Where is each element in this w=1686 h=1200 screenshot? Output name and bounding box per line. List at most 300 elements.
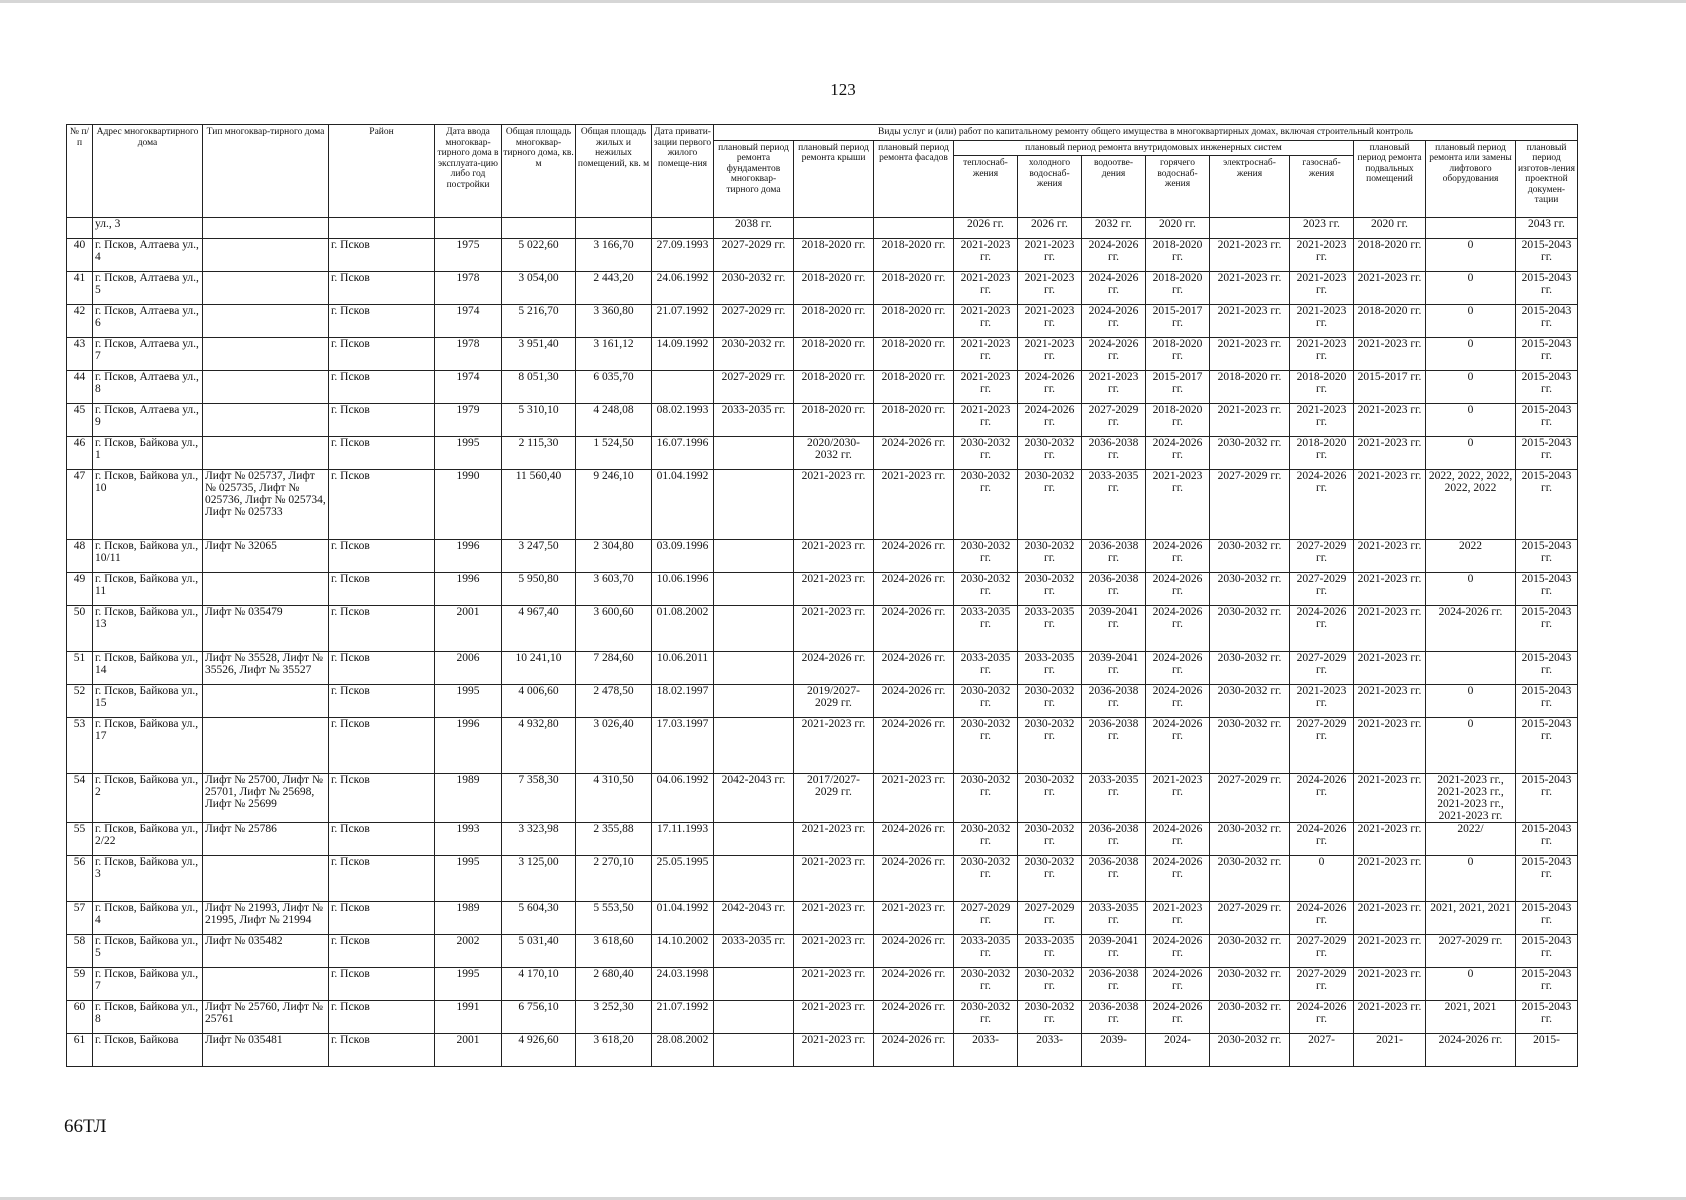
- heating-cell: 2030-2032 гг.: [954, 856, 1018, 902]
- elevator-cell: 2021-2023 гг., 2021-2023 гг., 2021-2023 гг., 2021-2023 гг.: [1426, 774, 1516, 823]
- address-cell: г. Псков, Байкова ул., 4: [93, 902, 203, 935]
- roof-cell: 2018-2020 гг.: [794, 404, 874, 437]
- year-cell: 1993: [435, 823, 502, 856]
- electric-cell: 2030-2032 гг.: [1210, 718, 1290, 774]
- hot-water-cell: 2024-2026 гг.: [1146, 573, 1210, 606]
- basement-cell: 2021-2023 гг.: [1354, 272, 1426, 305]
- design-docs-cell: 2015-2043 гг.: [1516, 968, 1578, 1001]
- table-row: [67, 218, 1578, 239]
- elevator-type-cell: [203, 239, 329, 272]
- district-cell: г. Псков: [329, 1001, 435, 1034]
- hot-water-cell: 2021-2023 гг.: [1146, 902, 1210, 935]
- cold-water-cell: 2024-2026 гг.: [1018, 404, 1082, 437]
- total-area-cell: 8 051,30: [502, 371, 576, 404]
- design-docs-cell: 2015-2043 гг.: [1516, 718, 1578, 774]
- basement-cell: 2021-2023 гг.: [1354, 437, 1426, 470]
- foundation-cell: [714, 968, 794, 1001]
- heating-cell: 2033-2035 гг.: [954, 935, 1018, 968]
- roof-cell: 2017/2027-2029 гг.: [794, 774, 874, 823]
- elevator-type-cell: [203, 404, 329, 437]
- design-docs-cell: 2015-2043 гг.: [1516, 437, 1578, 470]
- privatization-cell: 01.04.1992: [652, 902, 714, 935]
- design-docs-cell: 2043 гг.: [1516, 218, 1578, 239]
- facade-cell: 2024-2026 гг.: [874, 856, 954, 902]
- privatization-cell: 21.07.1992: [652, 305, 714, 338]
- header-district: Район: [329, 125, 435, 218]
- cold-water-cell: 2030-2032 гг.: [1018, 573, 1082, 606]
- hot-water-cell: 2018-2020 гг.: [1146, 239, 1210, 272]
- header-cold-water: холодного водоснаб-жения: [1018, 156, 1082, 218]
- capital-repair-table-wrap: [66, 124, 1578, 1067]
- gas-cell: 2018-2020 гг.: [1290, 371, 1354, 404]
- electric-cell: 2030-2032 гг.: [1210, 935, 1290, 968]
- cold-water-cell: 2033-2035 гг.: [1018, 652, 1082, 685]
- cold-water-cell: 2024-2026 гг.: [1018, 371, 1082, 404]
- heating-cell: 2021-2023 гг.: [954, 305, 1018, 338]
- roof-cell: 2018-2020 гг.: [794, 371, 874, 404]
- electric-cell: 2021-2023 гг.: [1210, 404, 1290, 437]
- design-docs-cell: 2015-2043 гг.: [1516, 305, 1578, 338]
- header-type: Тип многоквар-тирного дома: [203, 125, 329, 218]
- elevator-cell: 2021, 2021, 2021: [1426, 902, 1516, 935]
- total-area-cell: 5 031,40: [502, 935, 576, 968]
- elevator-cell: 2022: [1426, 540, 1516, 573]
- facade-cell: 2024-2026 гг.: [874, 935, 954, 968]
- year-cell: 1974: [435, 371, 502, 404]
- facade-cell: 2024-2026 гг.: [874, 1001, 954, 1034]
- foundation-cell: 2030-2032 гг.: [714, 338, 794, 371]
- elevator-type-cell: [203, 338, 329, 371]
- table-row: [67, 935, 1578, 968]
- privatization-cell: 04.06.1992: [652, 774, 714, 823]
- basement-cell: 2021-2023 гг.: [1354, 856, 1426, 902]
- table-row: [67, 338, 1578, 371]
- gas-cell: 0: [1290, 856, 1354, 902]
- cold-water-cell: 2030-2032 гг.: [1018, 968, 1082, 1001]
- heating-cell: 2021-2023 гг.: [954, 239, 1018, 272]
- elevator-type-cell: Лифт № 25786: [203, 823, 329, 856]
- electric-cell: 2030-2032 гг.: [1210, 573, 1290, 606]
- facade-cell: 2018-2020 гг.: [874, 305, 954, 338]
- row-number: 50: [67, 606, 93, 652]
- drainage-cell: 2036-2038 гг.: [1082, 540, 1146, 573]
- address-cell: г. Псков, Алтаева ул., 5: [93, 272, 203, 305]
- foundation-cell: [714, 606, 794, 652]
- facade-cell: 2024-2026 гг.: [874, 823, 954, 856]
- drainage-cell: 2039-2041 гг.: [1082, 935, 1146, 968]
- cold-water-cell: 2030-2032 гг.: [1018, 685, 1082, 718]
- total-area-cell: 3 247,50: [502, 540, 576, 573]
- district-cell: г. Псков: [329, 823, 435, 856]
- roof-cell: 2021-2023 гг.: [794, 856, 874, 902]
- basement-cell: 2018-2020 гг.: [1354, 239, 1426, 272]
- privatization-cell: 01.08.2002: [652, 606, 714, 652]
- basement-cell: 2021-2023 гг.: [1354, 1001, 1426, 1034]
- living-area-cell: 6 035,70: [576, 371, 652, 404]
- facade-cell: 2021-2023 гг.: [874, 470, 954, 540]
- elevator-cell: 0: [1426, 404, 1516, 437]
- hot-water-cell: 2015-2017 гг.: [1146, 305, 1210, 338]
- elevator-cell: 0: [1426, 856, 1516, 902]
- table-row: [67, 272, 1578, 305]
- drainage-cell: 2033-2035 гг.: [1082, 774, 1146, 823]
- basement-cell: 2021-2023 гг.: [1354, 404, 1426, 437]
- design-docs-cell: 2015-2043 гг.: [1516, 338, 1578, 371]
- hot-water-cell: 2018-2020 гг.: [1146, 272, 1210, 305]
- table-row: [67, 902, 1578, 935]
- address-cell: г. Псков, Байкова ул., 14: [93, 652, 203, 685]
- district-cell: г. Псков: [329, 305, 435, 338]
- drainage-cell: 2033-2035 гг.: [1082, 470, 1146, 540]
- header-total-area: Общая площадь многоквар-тирного дома, кв. м: [502, 125, 576, 218]
- design-docs-cell: 2015-2043 гг.: [1516, 774, 1578, 823]
- elevator-type-cell: Лифт № 35528, Лифт № 35526, Лифт № 35527: [203, 652, 329, 685]
- foundation-cell: 2033-2035 гг.: [714, 935, 794, 968]
- gas-cell: 2021-2023 гг.: [1290, 305, 1354, 338]
- facade-cell: 2024-2026 гг.: [874, 1034, 954, 1067]
- privatization-cell: 14.10.2002: [652, 935, 714, 968]
- facade-cell: 2024-2026 гг.: [874, 437, 954, 470]
- facade-cell: [874, 218, 954, 239]
- facade-cell: 2024-2026 гг.: [874, 652, 954, 685]
- elevator-cell: 2027-2029 гг.: [1426, 935, 1516, 968]
- elevator-cell: 0: [1426, 573, 1516, 606]
- basement-cell: 2021-2023 гг.: [1354, 774, 1426, 823]
- year-cell: 2001: [435, 1034, 502, 1067]
- design-docs-cell: 2015-2043 гг.: [1516, 371, 1578, 404]
- total-area-cell: 3 054,00: [502, 272, 576, 305]
- elevator-cell: [1426, 652, 1516, 685]
- address-cell: г. Псков, Алтаева ул., 8: [93, 371, 203, 404]
- heating-cell: 2021-2023 гг.: [954, 272, 1018, 305]
- elevator-cell: 0: [1426, 685, 1516, 718]
- district-cell: г. Псков: [329, 856, 435, 902]
- table-row: [67, 371, 1578, 404]
- drainage-cell: 2024-2026 гг.: [1082, 338, 1146, 371]
- living-area-cell: 3 603,70: [576, 573, 652, 606]
- roof-cell: [794, 218, 874, 239]
- heating-cell: 2030-2032 гг.: [954, 470, 1018, 540]
- table-row: [67, 1034, 1578, 1067]
- roof-cell: 2021-2023 гг.: [794, 470, 874, 540]
- roof-cell: 2021-2023 гг.: [794, 573, 874, 606]
- design-docs-cell: 2015-2043 гг.: [1516, 404, 1578, 437]
- hot-water-cell: 2018-2020 гг.: [1146, 404, 1210, 437]
- year-cell: 2001: [435, 606, 502, 652]
- total-area-cell: 4 932,80: [502, 718, 576, 774]
- total-area-cell: [502, 218, 576, 239]
- total-area-cell: 5 310,10: [502, 404, 576, 437]
- elevator-type-cell: Лифт № 32065: [203, 540, 329, 573]
- elevator-cell: [1426, 218, 1516, 239]
- district-cell: г. Псков: [329, 718, 435, 774]
- row-number: 59: [67, 968, 93, 1001]
- living-area-cell: 3 360,80: [576, 305, 652, 338]
- header-num: № п/п: [67, 125, 93, 218]
- roof-cell: 2021-2023 гг.: [794, 823, 874, 856]
- gas-cell: 2024-2026 гг.: [1290, 606, 1354, 652]
- drainage-cell: 2032 гг.: [1082, 218, 1146, 239]
- hot-water-cell: 2024-2026 гг.: [1146, 935, 1210, 968]
- cold-water-cell: 2030-2032 гг.: [1018, 470, 1082, 540]
- year-cell: 1989: [435, 902, 502, 935]
- basement-cell: 2021-2023 гг.: [1354, 902, 1426, 935]
- privatization-cell: 01.04.1992: [652, 470, 714, 540]
- address-cell: г. Псков, Байкова ул., 2: [93, 774, 203, 823]
- electric-cell: 2027-2029 гг.: [1210, 902, 1290, 935]
- address-cell: г. Псков, Алтаева ул., 6: [93, 305, 203, 338]
- living-area-cell: 4 248,08: [576, 404, 652, 437]
- electric-cell: 2030-2032 гг.: [1210, 540, 1290, 573]
- heating-cell: 2026 гг.: [954, 218, 1018, 239]
- total-area-cell: 3 125,00: [502, 856, 576, 902]
- roof-cell: 2018-2020 гг.: [794, 272, 874, 305]
- header-works-group: Виды услуг и (или) работ по капитальному ремонту общего имущества в многоквартирных домах, включая строительный контроль: [714, 125, 1578, 141]
- privatization-cell: 28.08.2002: [652, 1034, 714, 1067]
- elevator-cell: 0: [1426, 338, 1516, 371]
- living-area-cell: 5 553,50: [576, 902, 652, 935]
- cold-water-cell: 2021-2023 гг.: [1018, 338, 1082, 371]
- electric-cell: 2030-2032 гг.: [1210, 437, 1290, 470]
- district-cell: г. Псков: [329, 573, 435, 606]
- footer-code: 66ТЛ: [64, 1116, 107, 1137]
- header-foundation: плановый период ремонта фундаментов многоквар-тирного дома: [714, 140, 794, 218]
- gas-cell: 2021-2023 гг.: [1290, 404, 1354, 437]
- roof-cell: 2021-2023 гг.: [794, 606, 874, 652]
- foundation-cell: [714, 540, 794, 573]
- basement-cell: 2021-: [1354, 1034, 1426, 1067]
- header-systems-group: плановый период ремонта внутридомовых инженерных систем: [954, 140, 1354, 156]
- address-cell: г. Псков, Байкова ул., 3: [93, 856, 203, 902]
- gas-cell: 2021-2023 гг.: [1290, 338, 1354, 371]
- hot-water-cell: 2020 гг.: [1146, 218, 1210, 239]
- row-number: 51: [67, 652, 93, 685]
- row-number: 52: [67, 685, 93, 718]
- row-number: [67, 218, 93, 239]
- total-area-cell: 10 241,10: [502, 652, 576, 685]
- drainage-cell: 2024-2026 гг.: [1082, 239, 1146, 272]
- design-docs-cell: 2015-2043 гг.: [1516, 239, 1578, 272]
- district-cell: г. Псков: [329, 371, 435, 404]
- electric-cell: 2027-2029 гг.: [1210, 774, 1290, 823]
- basement-cell: 2021-2023 гг.: [1354, 338, 1426, 371]
- row-number: 43: [67, 338, 93, 371]
- hot-water-cell: 2024-2026 гг.: [1146, 652, 1210, 685]
- elevator-type-cell: Лифт № 21993, Лифт № 21995, Лифт № 21994: [203, 902, 329, 935]
- table-row: [67, 774, 1578, 823]
- foundation-cell: [714, 685, 794, 718]
- elevator-type-cell: [203, 573, 329, 606]
- basement-cell: 2021-2023 гг.: [1354, 573, 1426, 606]
- drainage-cell: 2039-2041 гг.: [1082, 652, 1146, 685]
- row-number: 41: [67, 272, 93, 305]
- drainage-cell: 2036-2038 гг.: [1082, 856, 1146, 902]
- cold-water-cell: 2030-2032 гг.: [1018, 437, 1082, 470]
- header-basement: плановый период ремонта подвальных помещений: [1354, 140, 1426, 218]
- design-docs-cell: 2015-2043 гг.: [1516, 902, 1578, 935]
- gas-cell: 2024-2026 гг.: [1290, 823, 1354, 856]
- gas-cell: 2027-2029 гг.: [1290, 540, 1354, 573]
- row-number: 54: [67, 774, 93, 823]
- address-cell: г. Псков, Алтаева ул., 7: [93, 338, 203, 371]
- electric-cell: [1210, 218, 1290, 239]
- total-area-cell: 3 323,98: [502, 823, 576, 856]
- basement-cell: 2021-2023 гг.: [1354, 718, 1426, 774]
- address-cell: г. Псков, Алтаева ул., 9: [93, 404, 203, 437]
- year-cell: 1996: [435, 573, 502, 606]
- drainage-cell: 2027-2029 гг.: [1082, 404, 1146, 437]
- privatization-cell: 25.05.1995: [652, 856, 714, 902]
- cold-water-cell: 2030-2032 гг.: [1018, 1001, 1082, 1034]
- district-cell: г. Псков: [329, 968, 435, 1001]
- gas-cell: 2024-2026 гг.: [1290, 774, 1354, 823]
- living-area-cell: 3 026,40: [576, 718, 652, 774]
- table-row: [67, 968, 1578, 1001]
- foundation-cell: [714, 1001, 794, 1034]
- drainage-cell: 2036-2038 гг.: [1082, 968, 1146, 1001]
- district-cell: г. Псков: [329, 437, 435, 470]
- hot-water-cell: 2015-2017 гг.: [1146, 371, 1210, 404]
- hot-water-cell: 2024-2026 гг.: [1146, 606, 1210, 652]
- total-area-cell: 4 006,60: [502, 685, 576, 718]
- roof-cell: 2021-2023 гг.: [794, 1034, 874, 1067]
- design-docs-cell: 2015-2043 гг.: [1516, 272, 1578, 305]
- heating-cell: 2033-2035 гг.: [954, 652, 1018, 685]
- heating-cell: 2030-2032 гг.: [954, 573, 1018, 606]
- roof-cell: 2021-2023 гг.: [794, 1001, 874, 1034]
- foundation-cell: [714, 718, 794, 774]
- living-area-cell: 3 166,70: [576, 239, 652, 272]
- privatization-cell: 24.03.1998: [652, 968, 714, 1001]
- hot-water-cell: 2024-2026 гг.: [1146, 718, 1210, 774]
- district-cell: г. Псков: [329, 239, 435, 272]
- facade-cell: 2021-2023 гг.: [874, 774, 954, 823]
- roof-cell: 2018-2020 гг.: [794, 305, 874, 338]
- facade-cell: 2024-2026 гг.: [874, 718, 954, 774]
- elevator-cell: 0: [1426, 239, 1516, 272]
- row-number: 56: [67, 856, 93, 902]
- gas-cell: 2027-2029 гг.: [1290, 935, 1354, 968]
- hot-water-cell: 2024-2026 гг.: [1146, 823, 1210, 856]
- hot-water-cell: 2021-2023 гг.: [1146, 774, 1210, 823]
- roof-cell: 2021-2023 гг.: [794, 718, 874, 774]
- basement-cell: 2021-2023 гг.: [1354, 540, 1426, 573]
- year-cell: 1995: [435, 685, 502, 718]
- address-cell: ул., 3: [93, 218, 203, 239]
- capital-repair-table: [66, 124, 1578, 1067]
- header-living-area: Общая площадь жилых и нежилых помещений, кв. м: [576, 125, 652, 218]
- hot-water-cell: 2024-2026 гг.: [1146, 856, 1210, 902]
- year-cell: 1978: [435, 272, 502, 305]
- header-drainage: водоотве-дения: [1082, 156, 1146, 218]
- header-elevator: плановый период ремонта или замены лифтового оборудования: [1426, 140, 1516, 218]
- cold-water-cell: 2021-2023 гг.: [1018, 305, 1082, 338]
- year-cell: 1974: [435, 305, 502, 338]
- year-cell: 1990: [435, 470, 502, 540]
- living-area-cell: 3 618,20: [576, 1034, 652, 1067]
- heating-cell: 2030-2032 гг.: [954, 718, 1018, 774]
- year-cell: 1975: [435, 239, 502, 272]
- table-row: [67, 652, 1578, 685]
- cold-water-cell: 2027-2029 гг.: [1018, 902, 1082, 935]
- privatization-cell: 24.06.1992: [652, 272, 714, 305]
- total-area-cell: 4 926,60: [502, 1034, 576, 1067]
- row-number: 61: [67, 1034, 93, 1067]
- foundation-cell: 2027-2029 гг.: [714, 371, 794, 404]
- design-docs-cell: 2015-: [1516, 1034, 1578, 1067]
- elevator-cell: 0: [1426, 272, 1516, 305]
- facade-cell: 2021-2023 гг.: [874, 902, 954, 935]
- gas-cell: 2024-2026 гг.: [1290, 1001, 1354, 1034]
- hot-water-cell: 2024-2026 гг.: [1146, 540, 1210, 573]
- design-docs-cell: 2015-2043 гг.: [1516, 935, 1578, 968]
- heating-cell: 2030-2032 гг.: [954, 1001, 1018, 1034]
- header-commission-date: Дата ввода многоквар-тирного дома в эксплуата-цию либо год постройки: [435, 125, 502, 218]
- heating-cell: 2033-: [954, 1034, 1018, 1067]
- basement-cell: 2015-2017 гг.: [1354, 371, 1426, 404]
- drainage-cell: 2039-: [1082, 1034, 1146, 1067]
- privatization-cell: 10.06.2011: [652, 652, 714, 685]
- cold-water-cell: 2030-2032 гг.: [1018, 540, 1082, 573]
- drainage-cell: 2033-2035 гг.: [1082, 902, 1146, 935]
- design-docs-cell: 2015-2043 гг.: [1516, 1001, 1578, 1034]
- page-number: 123: [830, 80, 856, 99]
- total-area-cell: 4 170,10: [502, 968, 576, 1001]
- header-roof: плановый период ремонта крыши: [794, 140, 874, 218]
- living-area-cell: 3 618,60: [576, 935, 652, 968]
- table-row: [67, 718, 1578, 774]
- roof-cell: 2020/2030-2032 гг.: [794, 437, 874, 470]
- row-number: 58: [67, 935, 93, 968]
- address-cell: г. Псков, Байкова ул., 13: [93, 606, 203, 652]
- elevator-type-cell: Лифт № 035482: [203, 935, 329, 968]
- header-heating: теплоснаб-жения: [954, 156, 1018, 218]
- living-area-cell: 2 478,50: [576, 685, 652, 718]
- elevator-cell: 2022/: [1426, 823, 1516, 856]
- total-area-cell: 5 604,30: [502, 902, 576, 935]
- total-area-cell: 5 216,70: [502, 305, 576, 338]
- electric-cell: 2021-2023 гг.: [1210, 338, 1290, 371]
- elevator-cell: 2022, 2022, 2022, 2022, 2022: [1426, 470, 1516, 540]
- row-number: 47: [67, 470, 93, 540]
- basement-cell: 2021-2023 гг.: [1354, 968, 1426, 1001]
- year-cell: 1996: [435, 718, 502, 774]
- heating-cell: 2027-2029 гг.: [954, 902, 1018, 935]
- district-cell: г. Псков: [329, 685, 435, 718]
- roof-cell: 2021-2023 гг.: [794, 540, 874, 573]
- privatization-cell: 16.07.1996: [652, 437, 714, 470]
- electric-cell: 2018-2020 гг.: [1210, 371, 1290, 404]
- facade-cell: 2024-2026 гг.: [874, 540, 954, 573]
- table-row: [67, 823, 1578, 856]
- header-facade: плановый период ремонта фасадов: [874, 140, 954, 218]
- address-cell: г. Псков, Алтаева ул., 4: [93, 239, 203, 272]
- electric-cell: 2027-2029 гг.: [1210, 470, 1290, 540]
- roof-cell: 2018-2020 гг.: [794, 338, 874, 371]
- elevator-cell: 2021, 2021: [1426, 1001, 1516, 1034]
- gas-cell: 2021-2023 гг.: [1290, 685, 1354, 718]
- design-docs-cell: 2015-2043 гг.: [1516, 823, 1578, 856]
- elevator-cell: 2024-2026 гг.: [1426, 1034, 1516, 1067]
- address-cell: г. Псков, Байкова ул., 10/11: [93, 540, 203, 573]
- row-number: 42: [67, 305, 93, 338]
- gas-cell: 2023 гг.: [1290, 218, 1354, 239]
- electric-cell: 2030-2032 гг.: [1210, 823, 1290, 856]
- hot-water-cell: 2024-2026 гг.: [1146, 685, 1210, 718]
- elevator-cell: 0: [1426, 371, 1516, 404]
- row-number: 55: [67, 823, 93, 856]
- electric-cell: 2030-2032 гг.: [1210, 856, 1290, 902]
